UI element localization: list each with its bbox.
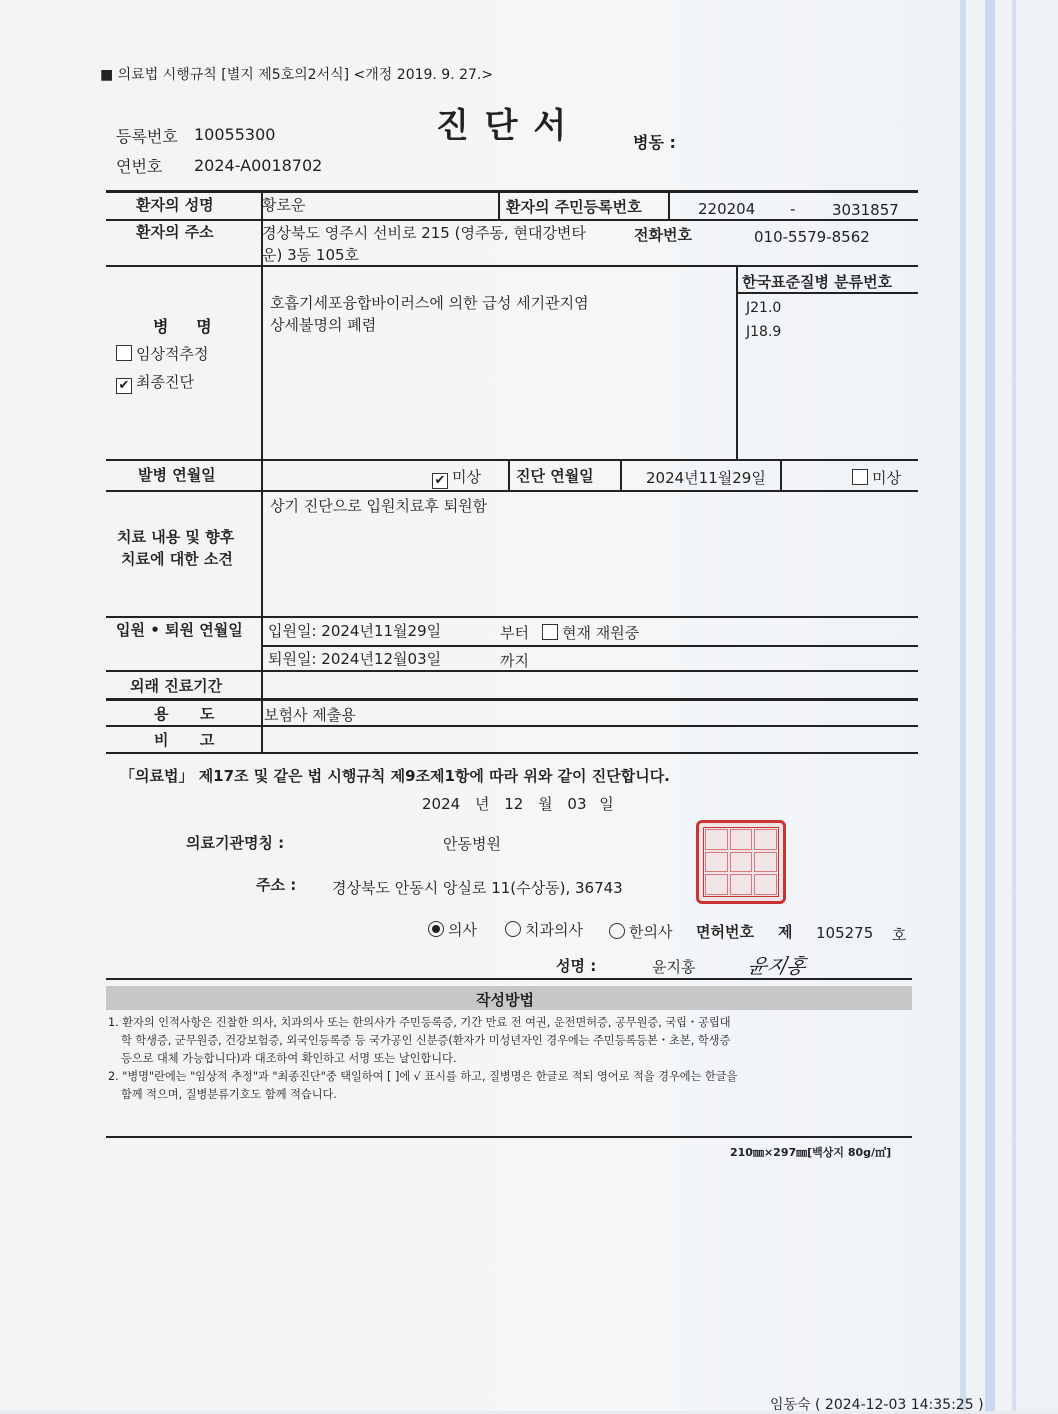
patient-name-label: 환자의 성명 — [136, 196, 214, 214]
discharge-date: 퇴원일: 2024년12월03일 — [268, 650, 442, 668]
table-bottom-border — [106, 752, 918, 754]
serial-label: 연번호 — [116, 157, 163, 176]
onset-unknown-option[interactable] — [432, 466, 481, 489]
license-label: 면허번호 — [696, 923, 754, 941]
instruction-item-1-line-1: 1. 환자의 인적사항은 진찰한 의사, 치과의사 또는 한의사가 주민등록증, 기간 만료 전 여권, 운전면허증, 공무원증, 국립・공립대 — [108, 1016, 731, 1029]
dentist-radio[interactable] — [505, 921, 521, 937]
rrn-front: 220204 — [698, 200, 756, 218]
treatment-label-line-2: 치료에 대한 소견 — [121, 550, 233, 568]
instruction-item-2-line-2: 함께 적으며, 질병분류기호도 함께 적습니다. — [121, 1088, 337, 1101]
dx-unknown-label: 미상 — [872, 469, 901, 487]
onset-unknown-label: 미상 — [452, 468, 481, 486]
serial-value: 2024-A0018702 — [194, 156, 323, 175]
row-divider — [738, 292, 918, 294]
column-divider — [620, 460, 622, 491]
hospital-seal-stamp — [696, 820, 786, 904]
clinical-estimate-checkbox[interactable] — [116, 345, 132, 361]
oriental-doctor-option[interactable] — [609, 921, 672, 942]
institution-name: 안동병원 — [443, 835, 501, 853]
cert-year-unit: 년 — [474, 795, 490, 813]
instructions-bottom-border — [106, 1136, 912, 1138]
kcd-code: J21.0 — [746, 300, 782, 316]
institution-address-label: 주소 : — [256, 876, 297, 894]
column-divider — [261, 190, 263, 753]
dx-unknown-checkbox[interactable] — [852, 469, 868, 485]
form-reference: ■ 의료법 시행규칙 [별지 제5호의2서식] <개정 2019. 9. 27.> — [100, 67, 494, 83]
address-line-2: 운) 3동 105호 — [262, 246, 360, 264]
purpose-label: 용 도 — [154, 705, 215, 723]
remarks-label: 비 고 — [154, 731, 215, 749]
paper-spec: 210㎜×297㎜[백상지 80g/㎡] — [730, 1146, 892, 1159]
diagnosis-label: 병 명 — [153, 317, 212, 336]
reg-no-label: 등록번호 — [116, 127, 178, 146]
final-diagnosis-label: 최종진단 — [136, 373, 194, 391]
license-prefix: 제 — [778, 923, 793, 941]
cert-month: 12 — [504, 795, 524, 813]
row-divider — [106, 725, 918, 727]
onset-unknown-checkbox[interactable]: ✔ — [432, 473, 448, 489]
cert-month-unit: 월 — [538, 795, 553, 813]
doctor-name-label: 성명 : — [556, 957, 597, 975]
rrn-label: 환자의 주민등록번호 — [506, 198, 642, 216]
row-divider — [106, 698, 918, 701]
instructions-title: 작성방법 — [476, 991, 534, 1009]
phone-value: 010-5579-8562 — [754, 228, 870, 246]
column-divider — [498, 190, 500, 220]
scan-stripe — [960, 0, 966, 1411]
current-inpatient-option[interactable] — [542, 622, 639, 643]
clinical-estimate-label: 임상적추정 — [136, 345, 209, 363]
instruction-item-1-line-3: 등으로 대체 가능합니다)과 대조하여 확인하고 서명 또는 날인합니다. — [121, 1052, 457, 1065]
scan-stripe — [1012, 0, 1016, 1411]
column-divider — [508, 460, 510, 491]
treatment-opinion: 상기 진단으로 입원치료후 퇴원함 — [270, 497, 488, 515]
doctor-signature: 윤지홍 — [745, 954, 809, 978]
table-top-border — [106, 190, 918, 193]
license-suffix: 호 — [892, 926, 907, 944]
outpatient-label: 외래 진료기간 — [130, 677, 223, 695]
certification-statement: 「의료법」 제17조 및 같은 법 시행규칙 제9조제1항에 따라 위와 같이 진단합니다. — [120, 767, 670, 785]
doctor-name: 윤지홍 — [652, 958, 696, 976]
dentist-type-label: 치과의사 — [525, 921, 583, 939]
license-number: 105275 — [816, 924, 874, 942]
admit-date: 입원일: 2024년11월29일 — [268, 622, 442, 640]
rrn-dash: - — [790, 200, 796, 218]
ward-label: 병동 : — [633, 133, 676, 152]
reg-no-value: 10055300 — [194, 125, 276, 144]
dx-unknown-option[interactable] — [852, 467, 901, 488]
cert-day: 03 — [567, 795, 587, 813]
diagnosis-line-2: 상세불명의 폐렴 — [270, 316, 377, 334]
kcd-label: 한국표준질병 분류번호 — [742, 273, 893, 291]
patient-name: 황로운 — [262, 196, 306, 214]
row-divider — [106, 219, 918, 221]
institution-name-label: 의료기관명칭 : — [186, 834, 285, 852]
dx-date-label: 진단 연월일 — [516, 467, 594, 485]
onset-label: 발병 연월일 — [138, 466, 216, 484]
doctor-radio[interactable] — [428, 921, 444, 937]
instructions-body — [108, 1014, 737, 1104]
row-divider — [106, 616, 918, 618]
until-label: 까지 — [500, 652, 529, 670]
treatment-label-line-1: 치료 내용 및 향후 — [117, 528, 235, 546]
dentist-type-option[interactable] — [505, 919, 583, 940]
scan-stripe — [985, 0, 995, 1411]
final-diagnosis-option[interactable] — [116, 371, 194, 394]
kcd-code: J18.9 — [746, 324, 782, 340]
final-diagnosis-checkbox[interactable]: ✔ — [116, 378, 132, 394]
cert-year: 2024 — [422, 795, 461, 813]
address-line-1: 경상북도 영주시 선비로 215 (영주동, 현대강변타 — [262, 224, 586, 242]
current-inpatient-checkbox[interactable] — [542, 624, 558, 640]
phone-label: 전화번호 — [634, 226, 692, 244]
oriental-doctor-radio[interactable] — [609, 923, 625, 939]
row-divider — [106, 265, 918, 267]
address-label: 환자의 주소 — [136, 223, 214, 241]
document-title: 진 단 서 — [436, 106, 569, 146]
doctor-type-option[interactable] — [428, 919, 477, 940]
oriental-doctor-label: 한의사 — [629, 923, 673, 941]
doctor-type-label: 의사 — [448, 921, 477, 939]
instructions-top-border — [106, 978, 912, 980]
from-label: 부터 — [500, 624, 529, 642]
cert-date — [422, 793, 614, 814]
clinical-estimate-option[interactable] — [116, 343, 208, 364]
dx-date-value: 2024년11월29일 — [646, 469, 766, 487]
rrn-back: 3031857 — [832, 201, 899, 219]
row-divider — [106, 459, 918, 461]
institution-address: 경상북도 안동시 앙실로 11(수상동), 36743 — [332, 879, 623, 897]
hospital-seal-grid — [703, 827, 779, 897]
print-stamp: 임동숙 ( 2024-12-03 14:35:25 ) — [770, 1397, 984, 1413]
purpose-value: 보험사 제출용 — [264, 706, 356, 724]
column-divider — [668, 190, 670, 220]
column-divider — [736, 265, 738, 460]
row-divider — [262, 645, 918, 647]
row-divider — [106, 490, 918, 492]
admission-label: 입원 • 퇴원 연월일 — [116, 621, 243, 639]
diagnosis-line-1: 호흡기세포융합바이러스에 의한 급성 세기관지염 — [270, 294, 589, 312]
column-divider — [780, 460, 782, 491]
instruction-item-1-line-2: 학 학생증, 군무원증, 건강보험증, 외국인등록증 등 국가공인 신분증(환자가 미성년자인 경우에는 주민등록등본・초본, 학생증 — [121, 1034, 731, 1047]
cert-day-unit: 일 — [599, 795, 614, 813]
current-inpatient-label: 현재 재원중 — [562, 624, 640, 642]
instruction-item-2-line-1: 2. "병명"란에는 "임상적 추정"과 "최종진단"중 택일하여 [ ]에 √ 표시를 하고, 질병명은 한글로 적되 영어로 적을 경우에는 한글을 — [108, 1070, 738, 1083]
